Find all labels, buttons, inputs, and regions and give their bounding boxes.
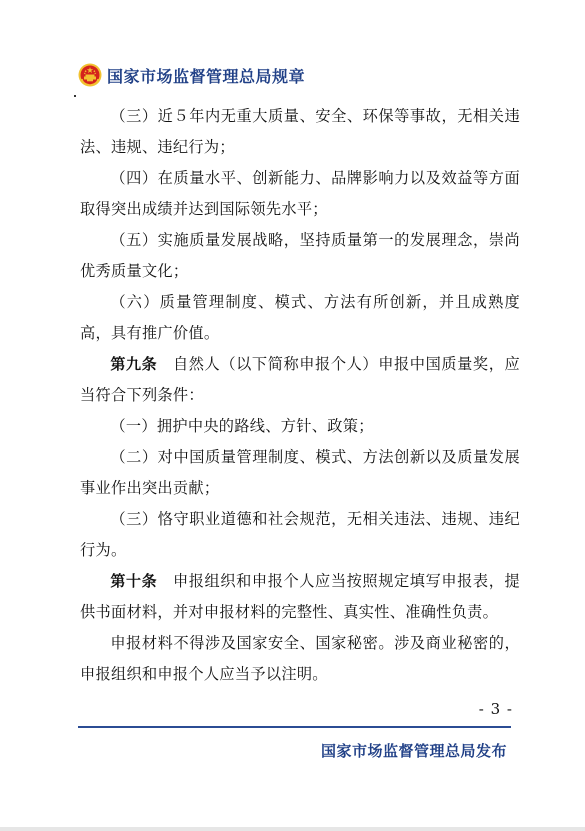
paragraph bbox=[80, 163, 520, 225]
paragraph-text: （二）对中国质量管理制度、模式、方法创新以及质量发展事业作出突出贡献； bbox=[80, 448, 520, 497]
paragraph-text: （五）实施质量发展战略，坚持质量第一的发展理念，崇尚优秀质量文化； bbox=[80, 231, 520, 280]
paragraph-text: 申报组织和申报个人应当按照规定填写申报表，提供书面材料，并对申报材料的完整性、真实性、准确性负责。 bbox=[80, 572, 520, 621]
margin-mark bbox=[74, 95, 76, 97]
paragraph bbox=[80, 349, 520, 411]
national-emblem-icon bbox=[78, 63, 102, 87]
paragraph bbox=[80, 442, 520, 504]
paragraph bbox=[80, 566, 520, 628]
paragraph-text: （三）近５年内无重大质量、安全、环保等事故，无相关违法、违规、违纪行为； bbox=[80, 107, 520, 156]
paragraph bbox=[80, 411, 520, 442]
paragraph-text: （三）恪守职业道德和社会规范，无相关违法、违规、违纪行为。 bbox=[80, 510, 520, 559]
paragraph bbox=[80, 287, 520, 349]
paragraph-text: （六）质量管理制度、模式、方法有所创新，并且成熟度高，具有推广价值。 bbox=[80, 293, 520, 342]
article-number: 第九条 bbox=[110, 355, 158, 373]
page-header bbox=[78, 62, 305, 88]
paragraph bbox=[80, 504, 520, 566]
page-bottom-edge bbox=[0, 827, 585, 831]
paragraph-text: （一）拥护中央的路线、方针、政策； bbox=[110, 417, 374, 435]
header-title: 国家市场监督管理总局规章 bbox=[107, 66, 306, 86]
paragraph bbox=[80, 101, 520, 163]
paragraph-text: 自然人（以下简称申报个人）申报中国质量奖，应当符合下列条件： bbox=[80, 355, 520, 404]
paragraph-text: 申报材料不得涉及国家安全、国家秘密。涉及商业秘密的，申报组织和申报个人应当予以注明。 bbox=[80, 634, 520, 683]
footer-divider bbox=[78, 726, 511, 728]
footer-publisher: 国家市场监督管理总局发布 bbox=[320, 742, 507, 760]
page-number: - 3 - bbox=[478, 700, 513, 718]
paragraph bbox=[80, 628, 520, 690]
paragraph bbox=[80, 225, 520, 287]
document-body bbox=[80, 101, 520, 690]
article-number: 第十条 bbox=[110, 572, 158, 590]
paragraph-text: （四）在质量水平、创新能力、品牌影响力以及效益等方面取得突出成绩并达到国际领先水平； bbox=[80, 169, 520, 218]
